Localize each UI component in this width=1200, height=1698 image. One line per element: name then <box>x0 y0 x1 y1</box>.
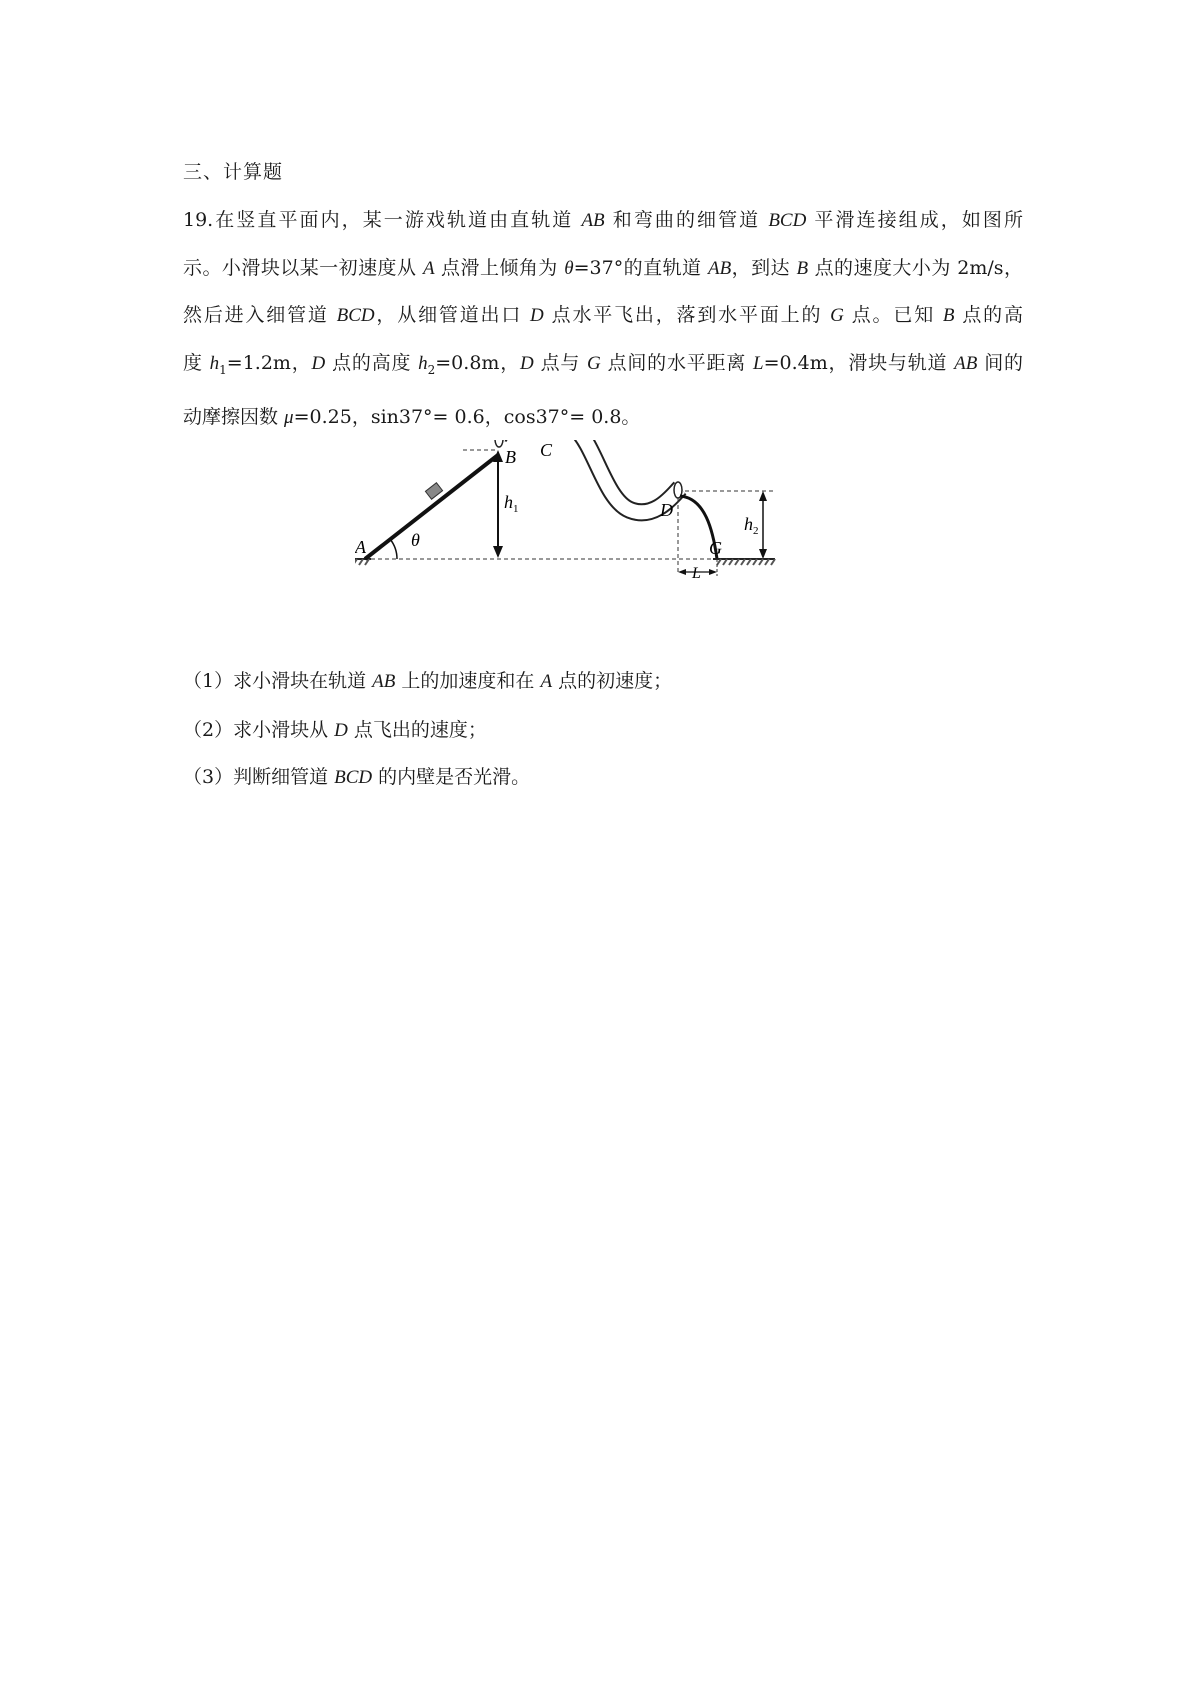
problem-lines-1-text: ，到达 <box>731 256 797 279</box>
questions-2-text: 的内壁是否光滑。 <box>372 766 531 788</box>
problem-lines-3-text: =1.2m， <box>226 351 312 374</box>
questions-1-text: （2）求小滑块从 <box>183 719 335 741</box>
question-3 <box>183 762 530 789</box>
ground-right <box>713 559 775 565</box>
problem-lines-3-variable: D <box>520 352 534 374</box>
questions-0-text: （1）求小滑块在轨道 <box>183 670 373 692</box>
problem-lines-2-text: 点的高 <box>954 304 1023 326</box>
problem-lines-4-variable: μ <box>284 406 294 428</box>
section-title: 三、计算题 <box>183 161 284 183</box>
problem-lines-2-variable: BCD <box>336 305 375 326</box>
problem-lines-1-text: 点的速度大小为 2m/s， <box>808 256 1023 279</box>
label-d: D <box>660 500 673 520</box>
questions-0-text: 上的加速度和在 <box>395 670 541 692</box>
h2-arrow <box>759 491 767 559</box>
problem-lines-3-text: 点的高度 <box>325 351 419 374</box>
ground-left <box>355 559 371 565</box>
problem-lines-0-text: 和弯曲的细管道 <box>604 209 769 231</box>
tube-opening-b <box>495 440 503 447</box>
problem-statement <box>183 197 1023 441</box>
problem-lines-2-variable: B <box>942 305 955 326</box>
h1-arrow <box>493 450 503 558</box>
problem-line <box>183 197 1023 245</box>
problem-lines-3-variable: L <box>753 352 764 374</box>
questions-2-variable: BCD <box>334 767 373 788</box>
problem-lines-3-text: 点间的水平距离 <box>600 351 753 374</box>
slider-block <box>425 483 442 499</box>
problem-lines-1-text: =37°的直轨道 <box>573 256 708 279</box>
questions-1-text: 点飞出的速度； <box>347 719 487 741</box>
problem-lines-0-variable: AB <box>581 210 605 231</box>
problem-lines-4-text: =0.25，sin37°= 0.6，cos37°= 0.8。 <box>293 405 641 428</box>
problem-lines-0-variable: BCD <box>768 210 807 231</box>
label-a: A <box>355 537 366 557</box>
problem-lines-0-text: 19.在竖直平面内，某一游戏轨道由直轨道 <box>183 209 582 231</box>
label-l: L <box>692 565 701 582</box>
label-b: B <box>505 447 516 467</box>
problem-lines-1-variable: AB <box>707 257 732 279</box>
problem-lines-3-variable: AB <box>954 352 978 374</box>
problem-line <box>183 245 1023 293</box>
track-diagram <box>355 440 855 640</box>
problem-lines-3-subscript: 2 <box>427 362 436 377</box>
questions-2-text: （3）判断细管道 <box>183 766 335 788</box>
problem-lines-3-subscript: 1 <box>219 362 227 377</box>
label-h2: $h_2$ <box>744 514 759 537</box>
problem-lines-2-text: 然后进入细管道 <box>183 304 337 326</box>
problem-lines-3-text: =0.8m， <box>435 351 521 374</box>
problem-lines-2-text: 点。已知 <box>843 304 943 326</box>
theta-arc <box>390 539 397 559</box>
questions-1-variable: D <box>334 720 348 741</box>
problem-lines-2-variable: D <box>530 305 544 326</box>
problem-lines-3-variable: h <box>418 352 428 374</box>
problem-lines-1-text: 点滑上倾角为 <box>434 256 565 279</box>
label-g: G <box>709 538 722 558</box>
questions-0-variable: AB <box>372 671 396 692</box>
problem-lines-2-text: 点水平飞出，落到水平面上的 <box>543 304 831 326</box>
problem-lines-1-variable: A <box>422 257 435 279</box>
problem-lines-2-text: ，从细管道出口 <box>374 304 531 326</box>
problem-line <box>183 394 1023 442</box>
problem-lines-4-text: 动摩擦因数 <box>183 405 285 428</box>
incline-ab <box>365 455 498 559</box>
problem-lines-3-variable: h <box>209 352 220 374</box>
question-2 <box>183 715 487 742</box>
problem-lines-1-variable: θ <box>564 257 574 279</box>
problem-line <box>183 340 1023 394</box>
label-theta: θ <box>411 530 420 550</box>
label-h1: $h_1$ <box>504 492 519 515</box>
label-c: C <box>540 440 553 460</box>
problem-line <box>183 292 1023 340</box>
problem-lines-1-text: 示。小滑块以某一初速度从 <box>183 256 423 279</box>
problem-lines-3-variable: G <box>587 352 601 374</box>
problem-lines-3-text: 间的 <box>977 351 1023 374</box>
question-1 <box>183 666 672 693</box>
problem-lines-1-variable: B <box>796 257 809 279</box>
questions-0-text: 点的初速度； <box>552 670 673 692</box>
problem-lines-3-text: =0.4m，滑块与轨道 <box>763 351 955 374</box>
problem-lines-3-text: 点与 <box>533 351 588 374</box>
questions-0-variable: A <box>540 671 553 692</box>
problem-lines-0-text: 平滑连接组成，如图所 <box>806 209 1023 231</box>
problem-lines-2-variable: G <box>830 305 844 326</box>
problem-lines-3-text: 度 <box>183 351 210 374</box>
problem-lines-3-variable: D <box>311 352 326 374</box>
